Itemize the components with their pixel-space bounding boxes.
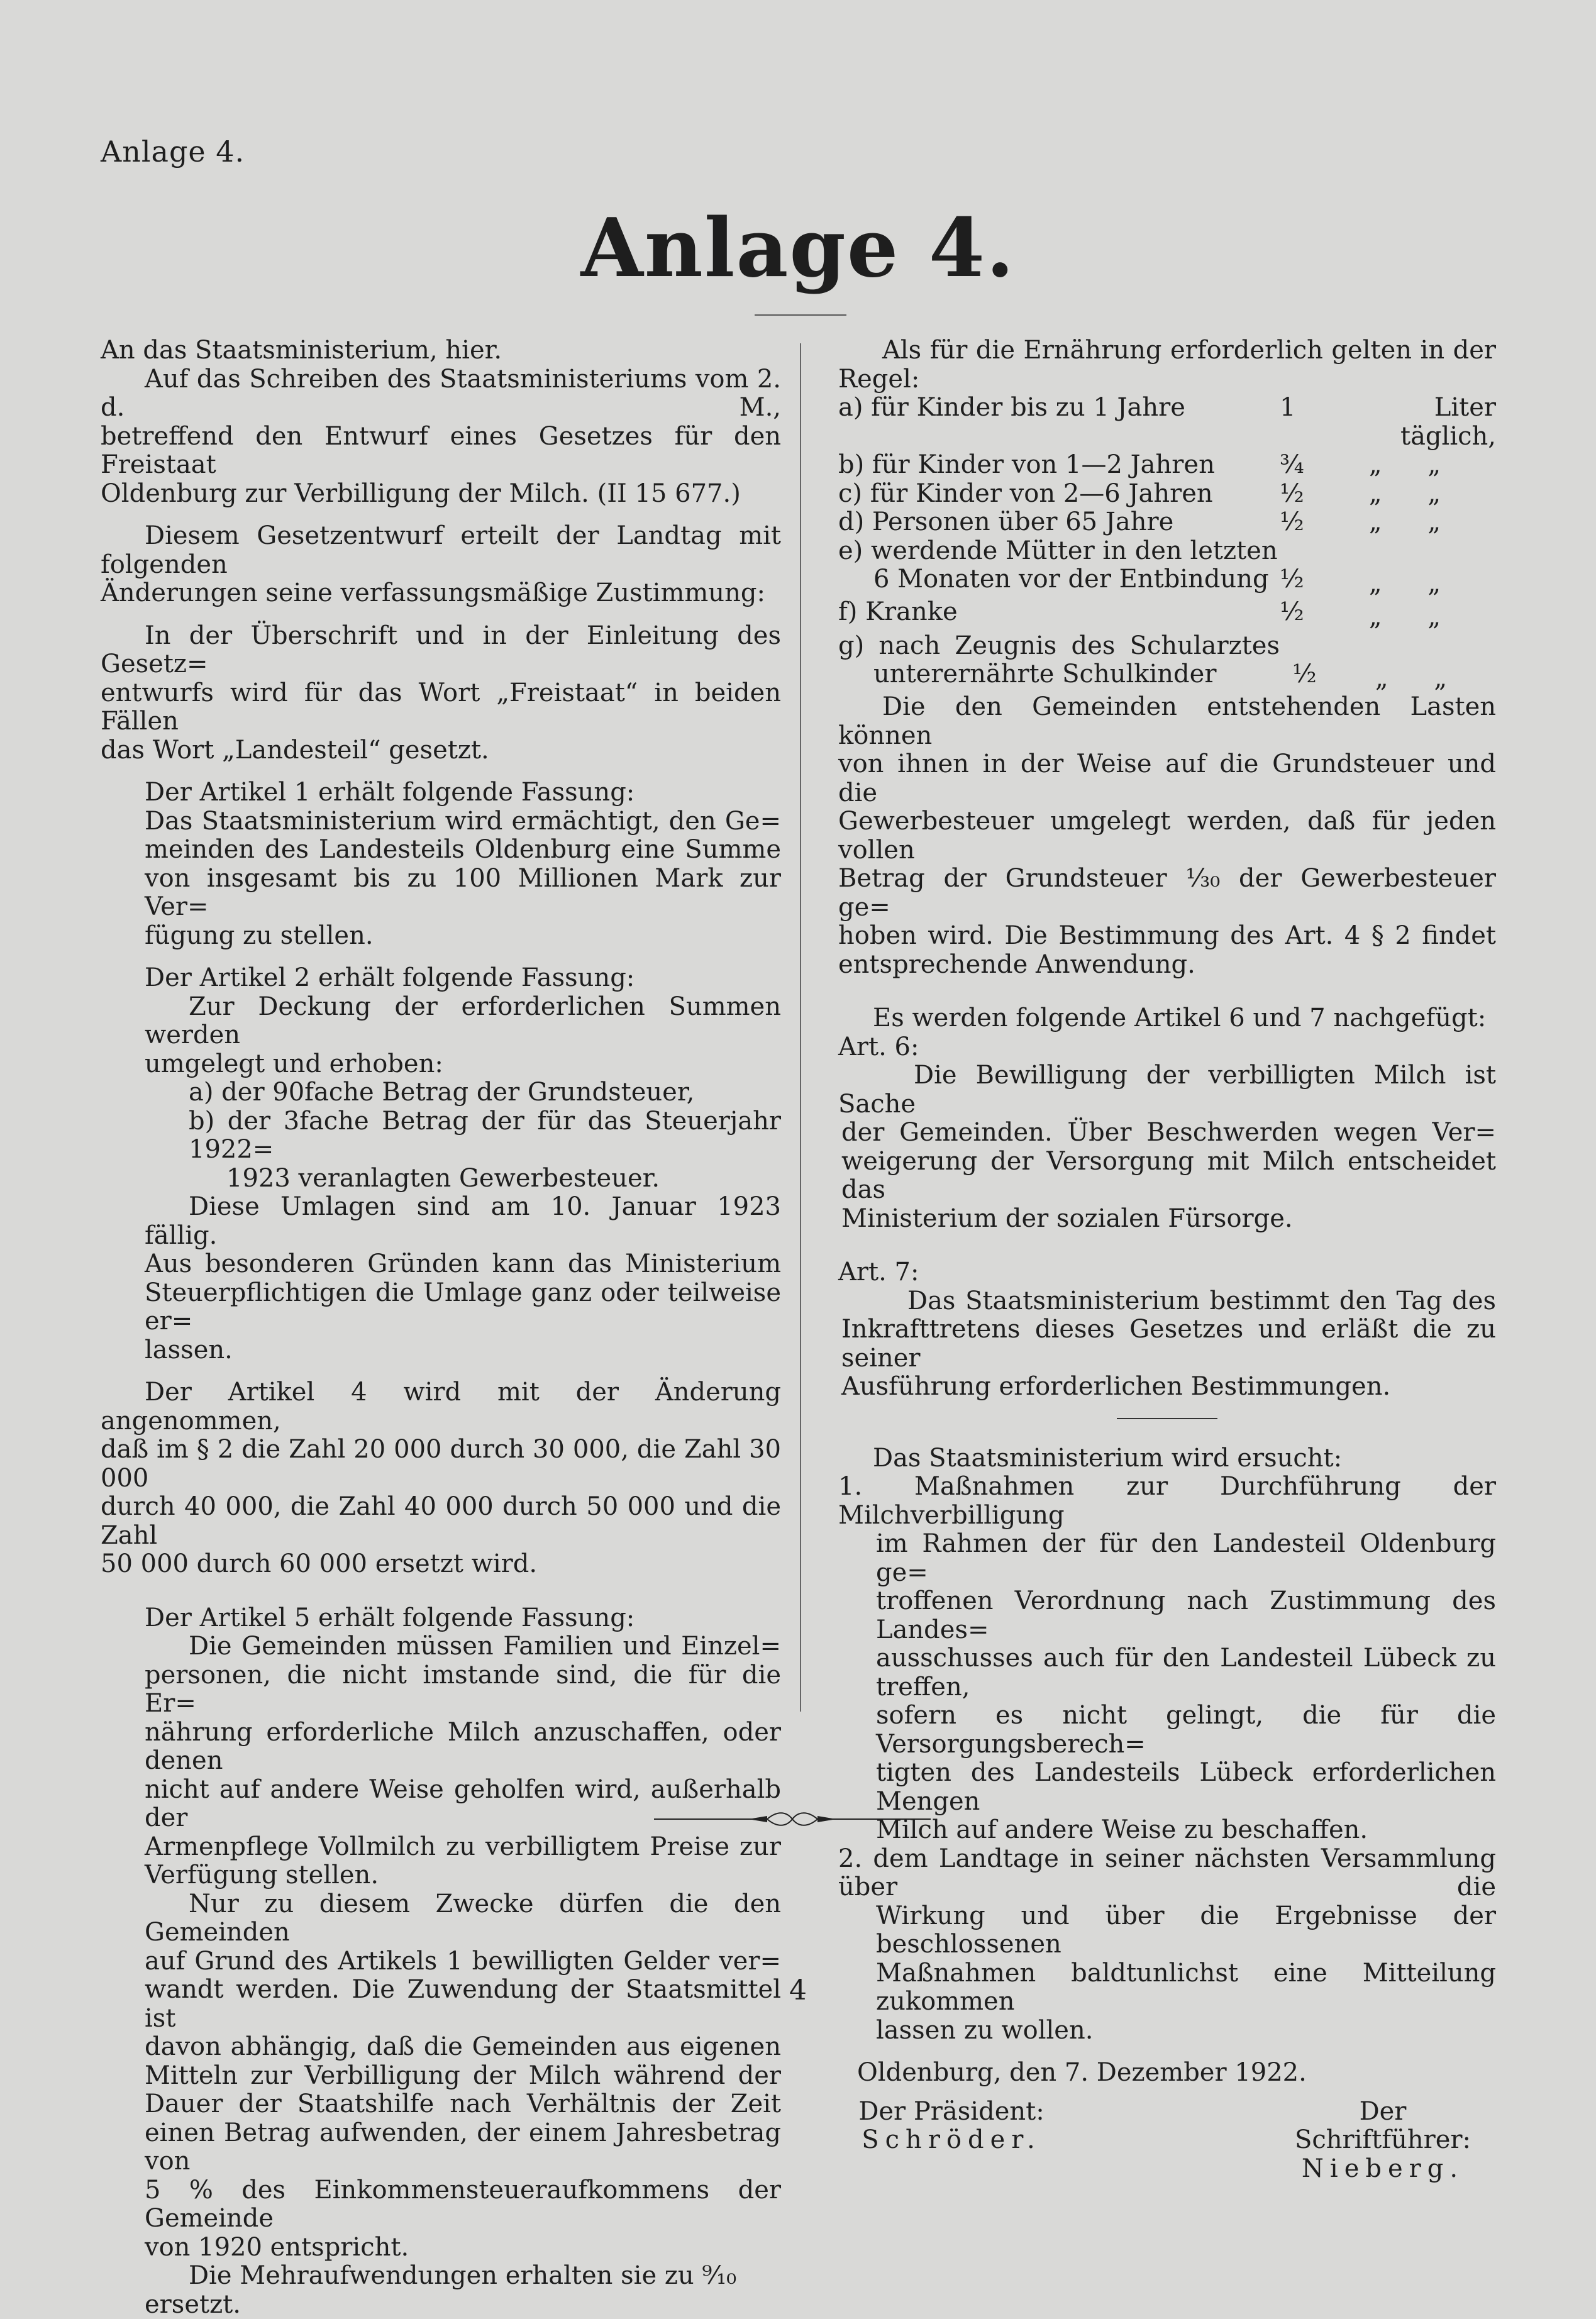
- ration-label: [838, 632, 1280, 689]
- article-7-text: [838, 1287, 1496, 1402]
- ration-unit: „ „: [1368, 479, 1460, 508]
- text-line: Wirkung und über die Ergebnisse der beschlossenen: [876, 1901, 1496, 1959]
- section-divider: [1117, 1418, 1217, 1419]
- ration-item: [838, 480, 1496, 509]
- text-line: umgelegt und erhoben:: [145, 1049, 443, 1078]
- signature-block: [838, 2098, 1496, 2184]
- text-line: von 1920 entspricht.: [145, 2232, 409, 2262]
- page-number: 4: [789, 1974, 807, 2006]
- ration-unit: „ „: [1368, 450, 1460, 479]
- text-line: Steuerpflichtigen die Umlage ganz oder teilweise er=: [145, 1278, 781, 1336]
- ration-amount: 1: [1280, 393, 1296, 422]
- ration-amount: ½: [1280, 479, 1304, 508]
- article-1-intro: Der Artikel 1 erhält folgende Fassung:: [145, 778, 635, 807]
- ration-unit: „ „: [1368, 602, 1460, 631]
- text-line: 1923 veranlagten Gewerbesteuer.: [226, 1163, 660, 1193]
- text-line: davon abhängig, daß die Gemeinden aus eigenen: [145, 2032, 781, 2061]
- text-line: meinden des Landesteils Oldenburg eine Summe: [145, 835, 781, 864]
- text-line: Als für die Ernährung erforderlich gelten in der: [882, 336, 1496, 365]
- title-divider: [755, 314, 846, 316]
- text-line: Diesem Gesetzentwurf erteilt der Landtag mit folgenden: [101, 521, 781, 579]
- text-line: das Wort „Landesteil“ gesetzt.: [101, 735, 489, 765]
- article-1-text: [101, 807, 781, 951]
- text-line: Mitteln zur Verbilligung der Milch während der: [145, 2061, 781, 2090]
- ration-amount: ¾: [1280, 450, 1304, 479]
- text-line: In der Überschrift und in der Einleitung des Gesetz=: [101, 621, 781, 678]
- ration-unit: Liter täglich,: [1400, 393, 1496, 451]
- text-line: Oldenburg zur Verbilligung der Milch. (II 15 677.): [101, 479, 741, 508]
- right-column: [838, 336, 1496, 2183]
- column-divider: [800, 343, 801, 1712]
- text-line: Auf das Schreiben des Staatsministeriums vom 2. d. M.,: [101, 364, 781, 422]
- article-7-label: Art. 7:: [838, 1258, 919, 1287]
- ration-list: [838, 394, 1496, 693]
- text-line: Zur Deckung der erforderlichen Summen werden: [145, 992, 781, 1049]
- text-line: Inkrafttretens dieses Gesetzes und erläßt die zu seiner: [841, 1315, 1496, 1373]
- left-column: [101, 336, 781, 2319]
- ration-label: b) für Kinder von 1—2 Jahren: [838, 450, 1215, 479]
- text-line: einen Betrag aufwenden, der einem Jahresbetrag von: [145, 2118, 781, 2176]
- text-line: weigerung der Versorgung mit Milch entscheidet das: [841, 1146, 1496, 1204]
- text-line: auf Grund des Artikels 1 bewilligten Gelder ver=: [145, 1946, 781, 1976]
- ration-amount: ½: [1280, 597, 1304, 626]
- article-5-intro: Der Artikel 5 erhält folgende Fassung:: [145, 1603, 635, 1632]
- article-6-label: Art. 6:: [838, 1032, 919, 1061]
- ration-unit: „ „: [1375, 663, 1466, 693]
- text-line: entsprechende Anwendung.: [838, 949, 1195, 979]
- costs-paragraph: [838, 693, 1496, 979]
- added-articles-line: Es werden folgende Artikel 6 und 7 nachgefügt:: [873, 1004, 1487, 1032]
- text-line: Ausführung erforderlichen Bestimmungen.: [841, 1372, 1391, 1401]
- text-line: Die Mehraufwendungen erhalten sie zu ⁹⁄₁₀ ersetzt.: [145, 2261, 737, 2319]
- article-2-intro: Der Artikel 2 erhält folgende Fassung:: [145, 963, 635, 992]
- text-line: lassen zu wollen.: [876, 2015, 1094, 2045]
- text-line: von insgesamt bis zu 100 Millionen Mark zur Ver=: [145, 863, 781, 921]
- text-line: Diese Umlagen sind am 10. Januar 1923 fällig.: [145, 1192, 781, 1250]
- secretary-title: Der Schriftführer:: [1294, 2096, 1471, 2154]
- text-line: 2. dem Landtage in seiner nächsten Versammlung über die: [838, 1844, 1496, 1901]
- ration-label: d) Personen über 65 Jahre: [838, 507, 1174, 536]
- text-line: Regel:: [838, 364, 920, 394]
- text-line: troffenen Verordnung nach Zustimmung des Landes=: [876, 1586, 1496, 1644]
- ration-unit: „ „: [1368, 568, 1460, 598]
- president-signature: [838, 2098, 1065, 2184]
- text-line: personen, die nicht imstande sind, die für die Er=: [145, 1660, 781, 1718]
- consent-paragraph: [101, 522, 781, 608]
- text-line: betreffend den Entwurf eines Gesetzes für den Freistaat: [101, 421, 781, 479]
- text-line: lassen.: [145, 1335, 233, 1364]
- text-line: Das Staatsministerium bestimmt den Tag des: [907, 1286, 1496, 1315]
- text-line: Gewerbesteuer umgelegt werden, daß für jeden vollen: [838, 807, 1496, 865]
- article-2-item-b: b) der 3fache Betrag der für das Steuerjahr 1922=: [189, 1106, 781, 1164]
- ration-label: c) für Kinder von 2—6 Jahren: [838, 479, 1213, 508]
- ration-amount: ½: [1280, 507, 1304, 536]
- ornament-divider: [654, 1810, 931, 1829]
- secretary-signature: [1270, 2098, 1496, 2184]
- ration-item: [838, 537, 1496, 599]
- ration-amount: ½: [1280, 564, 1304, 594]
- text-line: Die den Gemeinden entstehenden Lasten können: [838, 692, 1496, 750]
- text-line: g) nach Zeugnis des Schularztes: [838, 631, 1280, 660]
- article-4-paragraph: [101, 1378, 781, 1579]
- text-line: Verfügung stellen.: [145, 1861, 379, 1890]
- president-title: Der Präsident:: [858, 2096, 1045, 2126]
- article-2-item-a: a) der 90fache Betrag der Grundsteuer,: [189, 1078, 695, 1107]
- ration-item: [838, 394, 1496, 451]
- ration-label: [838, 537, 1280, 594]
- text-line: fügung zu stellen.: [145, 921, 374, 950]
- article-2-text: [101, 993, 781, 1365]
- text-line: 50 000 durch 60 000 ersetzt wird.: [101, 1549, 538, 1578]
- text-line: Aus besonderen Gründen kann das Ministerium: [145, 1249, 781, 1278]
- request-intro: Das Staatsministerium wird ersucht:: [873, 1443, 1343, 1473]
- text-line: Betrag der Grundsteuer ¹⁄₃₀ der Gewerbesteuer ge=: [838, 864, 1496, 922]
- ration-item: [838, 598, 1496, 632]
- request-item-1: [838, 1473, 1496, 1845]
- text-line: Der Artikel 4 wird mit der Änderung angenommen,: [101, 1378, 781, 1436]
- text-line: e) werdende Mütter in den letzten: [838, 536, 1278, 565]
- text-line: der Gemeinden. Über Beschwerden wegen Ver=: [841, 1118, 1496, 1147]
- text-line: wandt werden. Die Zuwendung der Staatsmittel ist: [145, 1975, 781, 2033]
- ration-unit: „ „: [1368, 507, 1460, 536]
- text-line: durch 40 000, die Zahl 40 000 durch 50 000 und die Zahl: [101, 1492, 781, 1550]
- text-line: ausschusses auch für den Landesteil Lübeck zu treffen,: [876, 1644, 1496, 1702]
- text-line: im Rahmen der für den Landesteil Oldenburg ge=: [876, 1529, 1496, 1587]
- text-line: Die Gemeinden müssen Familien und Einzel=: [189, 1632, 781, 1661]
- heading-change-paragraph: [101, 622, 781, 765]
- request-item-2: [838, 1845, 1496, 2045]
- president-name: Schröder.: [862, 2125, 1041, 2154]
- text-line: 6 Monaten vor der Entbindung: [873, 565, 1269, 594]
- text-line: Änderungen seine verfassungsmäßige Zustimmung:: [101, 578, 765, 607]
- text-line: Dauer der Staatshilfe nach Verhältnis der Zeit: [145, 2089, 781, 2118]
- text-line: sofern es nicht gelingt, die für die Versorgungsberech=: [876, 1701, 1496, 1759]
- text-line: hoben wird. Die Bestimmung des Art. 4 § 2 findet: [838, 921, 1496, 950]
- ration-item: [838, 632, 1496, 694]
- text-line: entwurfs wird für das Wort „Freistaat“ in beiden Fällen: [101, 678, 781, 736]
- article-6-text: [838, 1061, 1496, 1233]
- text-line: nährung erforderliche Milch anzuschaffen, oder denen: [145, 1717, 781, 1775]
- text-line: tigten des Landesteils Lübeck erforderlichen Mengen: [876, 1758, 1496, 1816]
- ration-amount: ½: [1292, 659, 1317, 689]
- text-line: Das Staatsministerium wird ermächtigt, den Ge=: [145, 806, 781, 836]
- text-line: 1. Maßnahmen zur Durchführung der Milchverbilligung: [838, 1472, 1496, 1530]
- text-line: Ministerium der sozialen Fürsorge.: [841, 1204, 1293, 1233]
- text-line: Die Bewilligung der verbilligten Milch ist Sache: [838, 1061, 1496, 1119]
- text-line: 5 % des Einkommensteueraufkommens der Gemeinde: [145, 2175, 781, 2233]
- text-line: Armenpflege Vollmilch zu verbilligtem Preise zur: [145, 1832, 781, 1861]
- running-header: Anlage 4.: [101, 135, 245, 169]
- text-line: Milch auf andere Weise zu beschaffen.: [876, 1815, 1368, 1844]
- ration-item: [838, 508, 1496, 537]
- address-line: An das Staatsministerium, hier.: [101, 336, 502, 365]
- page-title: Anlage 4.: [580, 201, 1016, 296]
- place-date: Oldenburg, den 7. Dezember 1922.: [857, 2058, 1307, 2087]
- text-line: Nur zu diesem Zwecke dürfen die den Gemeinden: [145, 1889, 781, 1947]
- rule-intro: [838, 336, 1496, 394]
- text-line: daß im § 2 die Zahl 20 000 durch 30 000, die Zahl 30 000: [101, 1435, 781, 1493]
- ration-label: f) Kranke: [838, 597, 958, 626]
- text-line: nicht auf andere Weise geholfen wird, außerhalb der: [145, 1774, 781, 1832]
- secretary-name: Nieberg.: [1301, 2154, 1465, 2183]
- ration-item: [838, 451, 1496, 480]
- text-line: unterernährte Schulkinder: [873, 660, 1217, 689]
- text-line: von ihnen in der Weise auf die Grundsteuer und die: [838, 750, 1496, 807]
- ration-label: a) für Kinder bis zu 1 Jahre: [838, 393, 1185, 422]
- text-line: Maßnahmen baldtunlichst eine Mitteilung zukommen: [876, 1958, 1496, 2016]
- intro-paragraph: [101, 365, 781, 509]
